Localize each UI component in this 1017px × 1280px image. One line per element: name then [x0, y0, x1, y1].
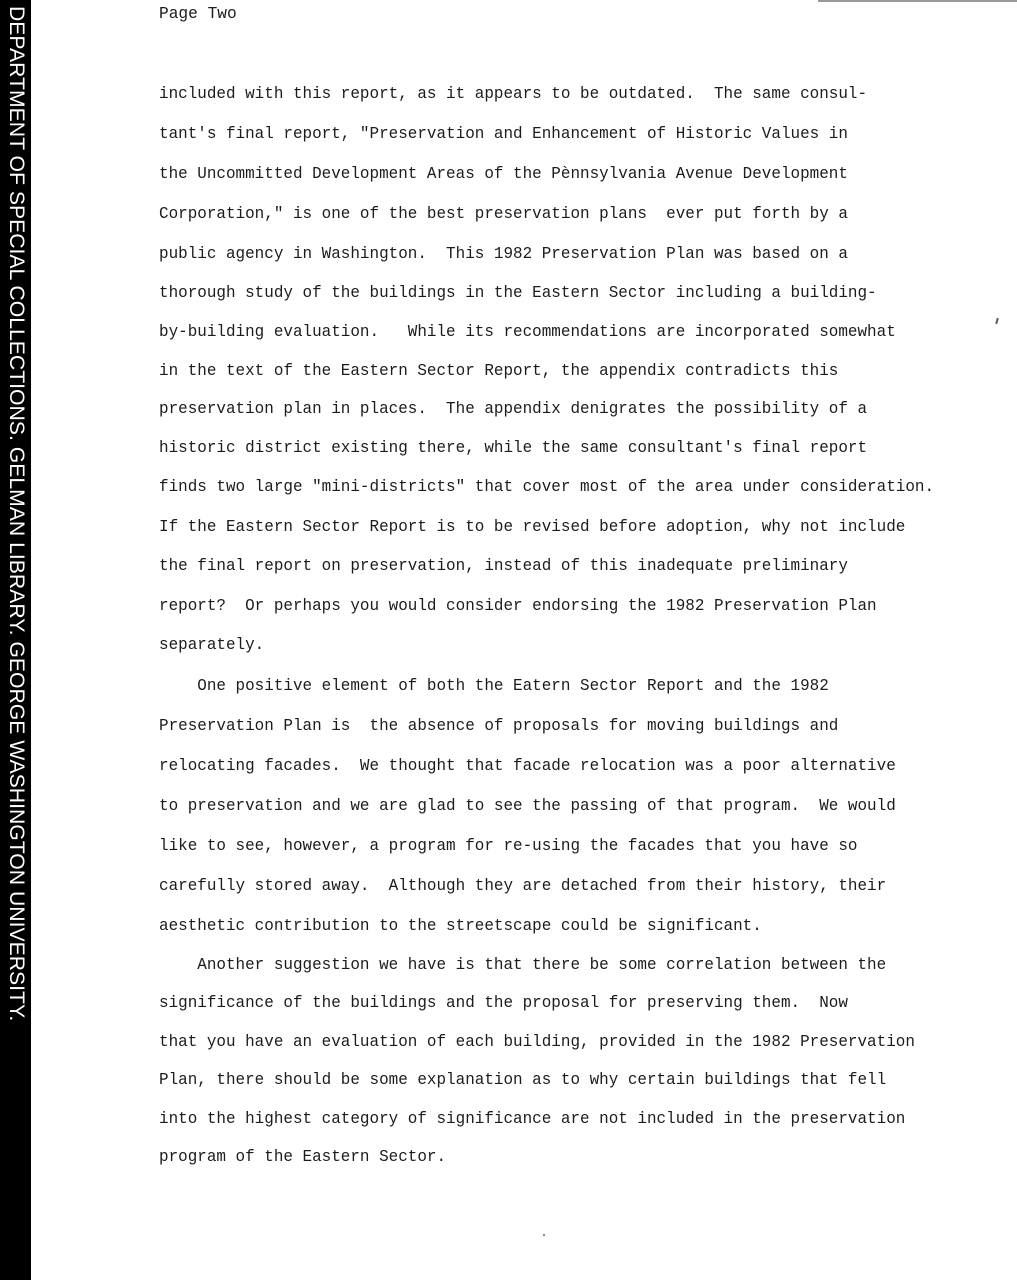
text-line: report? Or perhaps you would consider endorsing the 1982 Preservation Plan [159, 597, 877, 615]
archive-watermark-text: DEPARTMENT OF SPECIAL COLLECTIONS. GELMAN LIBRARY. GEORGE WASHINGTON UNIVERSITY. [5, 6, 28, 1022]
top-edge-rule [818, 0, 1017, 2]
text-line: tant's final report, "Preservation and Enhancement of Historic Values in [159, 125, 848, 143]
text-line: into the highest category of significance are not included in the preservation [159, 1110, 906, 1128]
text-line: preservation plan in places. The appendix denigrates the possibility of a [159, 400, 868, 418]
paragraph-1 [159, 72, 935, 654]
text-line: Plan, there should be some explanation as to why certain buildings that fell [159, 1071, 887, 1089]
text-line: significance of the buildings and the proposal for preserving them. Now [159, 994, 848, 1012]
text-line: the Uncommitted Development Areas of the Pènnsylvania Avenue Development [159, 165, 848, 183]
page-header: Page Two [159, 5, 237, 23]
stray-pen-mark [995, 318, 998, 324]
text-line: separately. [159, 636, 265, 654]
text-line: historic district existing there, while the same consultant's final report [159, 439, 868, 457]
text-line: carefully stored away. Although they are detached from their history, their [159, 877, 887, 895]
text-line: included with this report, as it appears to be outdated. The same consul- [159, 85, 868, 103]
text-line: If the Eastern Sector Report is to be revised before adoption, why not include [159, 518, 906, 536]
stray-dot-mark [543, 1234, 545, 1236]
text-line: thorough study of the buildings in the Eastern Sector including a building- [159, 284, 877, 302]
text-line: Preservation Plan is the absence of proposals for moving buildings and [159, 717, 839, 735]
text-line: in the text of the Eastern Sector Report, the appendix contradicts this [159, 362, 839, 380]
text-line: aesthetic contribution to the streetscape could be significant. [159, 917, 762, 935]
archive-watermark-strip [0, 0, 31, 1280]
text-line: the final report on preservation, instead of this inadequate preliminary [159, 557, 848, 575]
text-line: that you have an evaluation of each building, provided in the 1982 Preservation [159, 1033, 915, 1051]
text-line: Corporation," is one of the best preservation plans ever put forth by a [159, 205, 848, 223]
text-line: One positive element of both the Eatern Sector Report and the 1982 [159, 677, 829, 695]
text-line: public agency in Washington. This 1982 Preservation Plan was based on a [159, 245, 848, 263]
text-line: program of the Eastern Sector. [159, 1148, 447, 1166]
text-line: like to see, however, a program for re-using the facades that you have so [159, 837, 858, 855]
text-line: Another suggestion we have is that there be some correlation between the [159, 956, 887, 974]
letter-page [159, 0, 935, 1166]
text-line: by-building evaluation. While its recommendations are incorporated somewhat [159, 323, 896, 341]
text-line: finds two large "mini-districts" that cover most of the area under consideration. [159, 478, 935, 496]
text-line: to preservation and we are glad to see the passing of that program. We would [159, 797, 896, 815]
text-line: relocating facades. We thought that facade relocation was a poor alternative [159, 757, 896, 775]
